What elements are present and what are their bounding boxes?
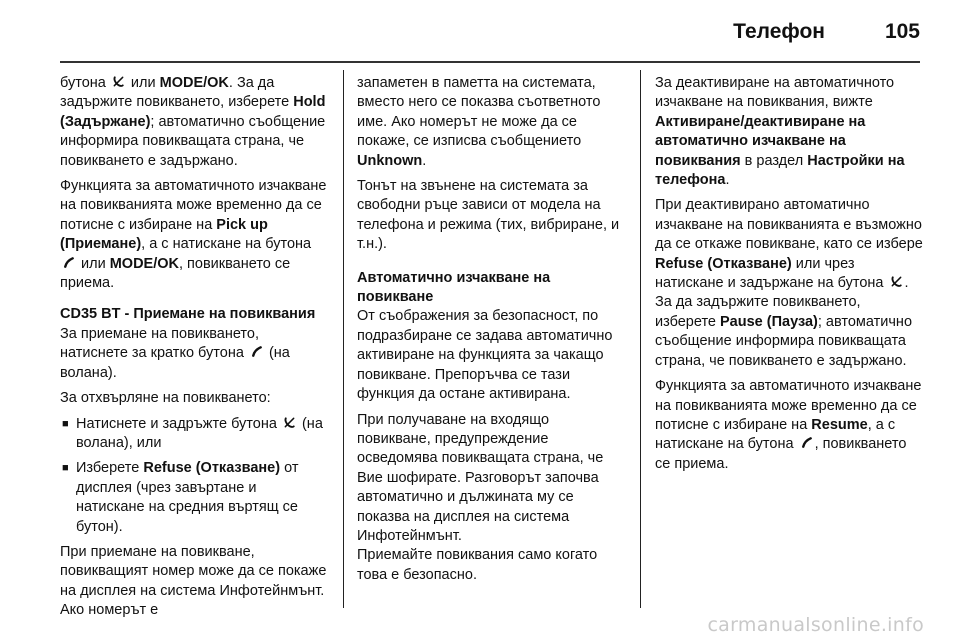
text: или (126, 75, 160, 91)
bullet-list (60, 415, 328, 537)
column-divider-2 (640, 70, 641, 608)
watermark: carmanualsonline.info (707, 614, 924, 636)
section-heading: Автоматично изчакване на повикване (357, 269, 551, 306)
paragraph (655, 377, 923, 474)
header-rule (60, 61, 920, 63)
column-1 (60, 74, 328, 627)
mode-ok-label: MODE/OK (109, 255, 179, 272)
paragraph: От съображения за безопасност, по подразбиране се задава автоматично активиране на функцията за чакащо повикване. Препоръчва се тази функция да остане активирана. (357, 308, 613, 403)
text: При деактивирано автоматично изчакване на повикванията е възможно да се откаже повикване, като се избере (655, 197, 923, 253)
column-3 (655, 74, 923, 480)
text: , а с натискане на бутона (655, 416, 896, 453)
pickup-label: Pick up (Приемане) (60, 216, 268, 253)
paragraph (60, 177, 328, 293)
text: или чрез натискане и задържане на бутона (655, 255, 888, 292)
phone-hangup-icon (890, 275, 903, 288)
refuse-label: Refuse (Отказване) (655, 255, 792, 272)
mode-ok-label: MODE/OK (159, 75, 229, 91)
text: или (77, 255, 110, 272)
text: , а с натискане на бутона (141, 236, 312, 253)
text: . (725, 172, 730, 189)
phone-answer-icon (250, 345, 263, 358)
text: (на волана). (60, 345, 290, 381)
list-item (60, 459, 328, 537)
phone-answer-icon (800, 436, 813, 449)
refuse-label: Refuse (Отказване) (143, 460, 281, 477)
pause-label: Pause (Пауза) (720, 313, 818, 330)
text: . За да задържите повикването, изберете (655, 275, 909, 330)
text: (на волана), или (76, 415, 323, 451)
paragraph: При приемане на повикване, повикващият номер може да се покаже на дисплея на система Инфотейнмънт. Ако номерът е (60, 543, 327, 619)
paragraph (655, 74, 923, 190)
list-item (60, 415, 328, 454)
text: Функцията за автоматичното изчакване на повикванията може временно да се потисне с избиране на (655, 378, 922, 433)
text: Изберете (76, 460, 144, 477)
unknown-label: Unknown (357, 152, 423, 169)
text: запаметен в паметта на системата, вместо него се показва съответното име. Ако номерът не може да се покаже, се изписва съобщението (357, 75, 601, 150)
text: За деактивиране на автоматичното изчакване на повиквания, вижте (655, 75, 895, 111)
paragraph (655, 196, 923, 371)
text: от дисплея (чрез завъртане и натискане на средния въртящ се бутон). (76, 460, 299, 535)
phone-answer-icon (62, 256, 75, 269)
paragraph (357, 74, 625, 171)
phone-settings-reference: Настройки на телефона (655, 152, 905, 189)
column-divider-1 (343, 70, 344, 608)
text: За приемане на повикването, натиснете за кратко бутона (60, 325, 259, 362)
bullet-icon: ■ (62, 417, 69, 430)
auto-wait-toggle-reference: Активиране/деактивиране на автоматично изчакване на повиквания (655, 113, 866, 169)
column-2 (357, 74, 625, 591)
text: ; автоматично съобщение информира повикващата страна, че повикването е задържано. (60, 113, 326, 169)
section-heading: CD35 BT - Приемане на повиквания (60, 306, 316, 323)
hold-label: Hold (Задържане) (60, 94, 326, 130)
text: ; автоматично съобщение информира повикващата страна, че повикването е задържано. (655, 313, 913, 369)
paragraph: За отхвърляне на повикването: (60, 390, 271, 407)
text: . (422, 152, 427, 169)
bullet-icon: ■ (62, 462, 69, 475)
text: . За да задържите повикването, изберете (60, 75, 294, 111)
text: в раздел (740, 152, 808, 169)
text: Натиснете и задръжте бутона (76, 415, 281, 432)
paragraph: При получаване на входящо повикване, предупреждение осведомява повикващата страна, че Вие шофирате. Разговорът започва автоматично и дължината му се показва на дисплея на система Инфотейнмънт. (357, 411, 604, 544)
resume-label: Resume (811, 416, 868, 433)
paragraph (60, 325, 328, 383)
page-title: Телефон (733, 20, 825, 43)
text: , повикването се приема. (60, 255, 291, 292)
text: бутона (60, 75, 110, 91)
phone-hangup-icon (283, 416, 296, 429)
paragraph (60, 74, 328, 171)
paragraph: Приемайте повиквания само когато това е безопасно. (357, 547, 598, 583)
text: , повикването се приема. (655, 436, 907, 472)
phone-hangup-icon (112, 75, 125, 88)
page-number: 105 (884, 20, 920, 43)
paragraph: Тонът на звънене на системата за свободни ръце зависи от модела на телефона и режима (тих, вибриране, и т.н.). (357, 178, 620, 253)
text: Функцията за автоматичното изчакване на повикванията може временно да се потисне с избиране на (60, 178, 327, 233)
